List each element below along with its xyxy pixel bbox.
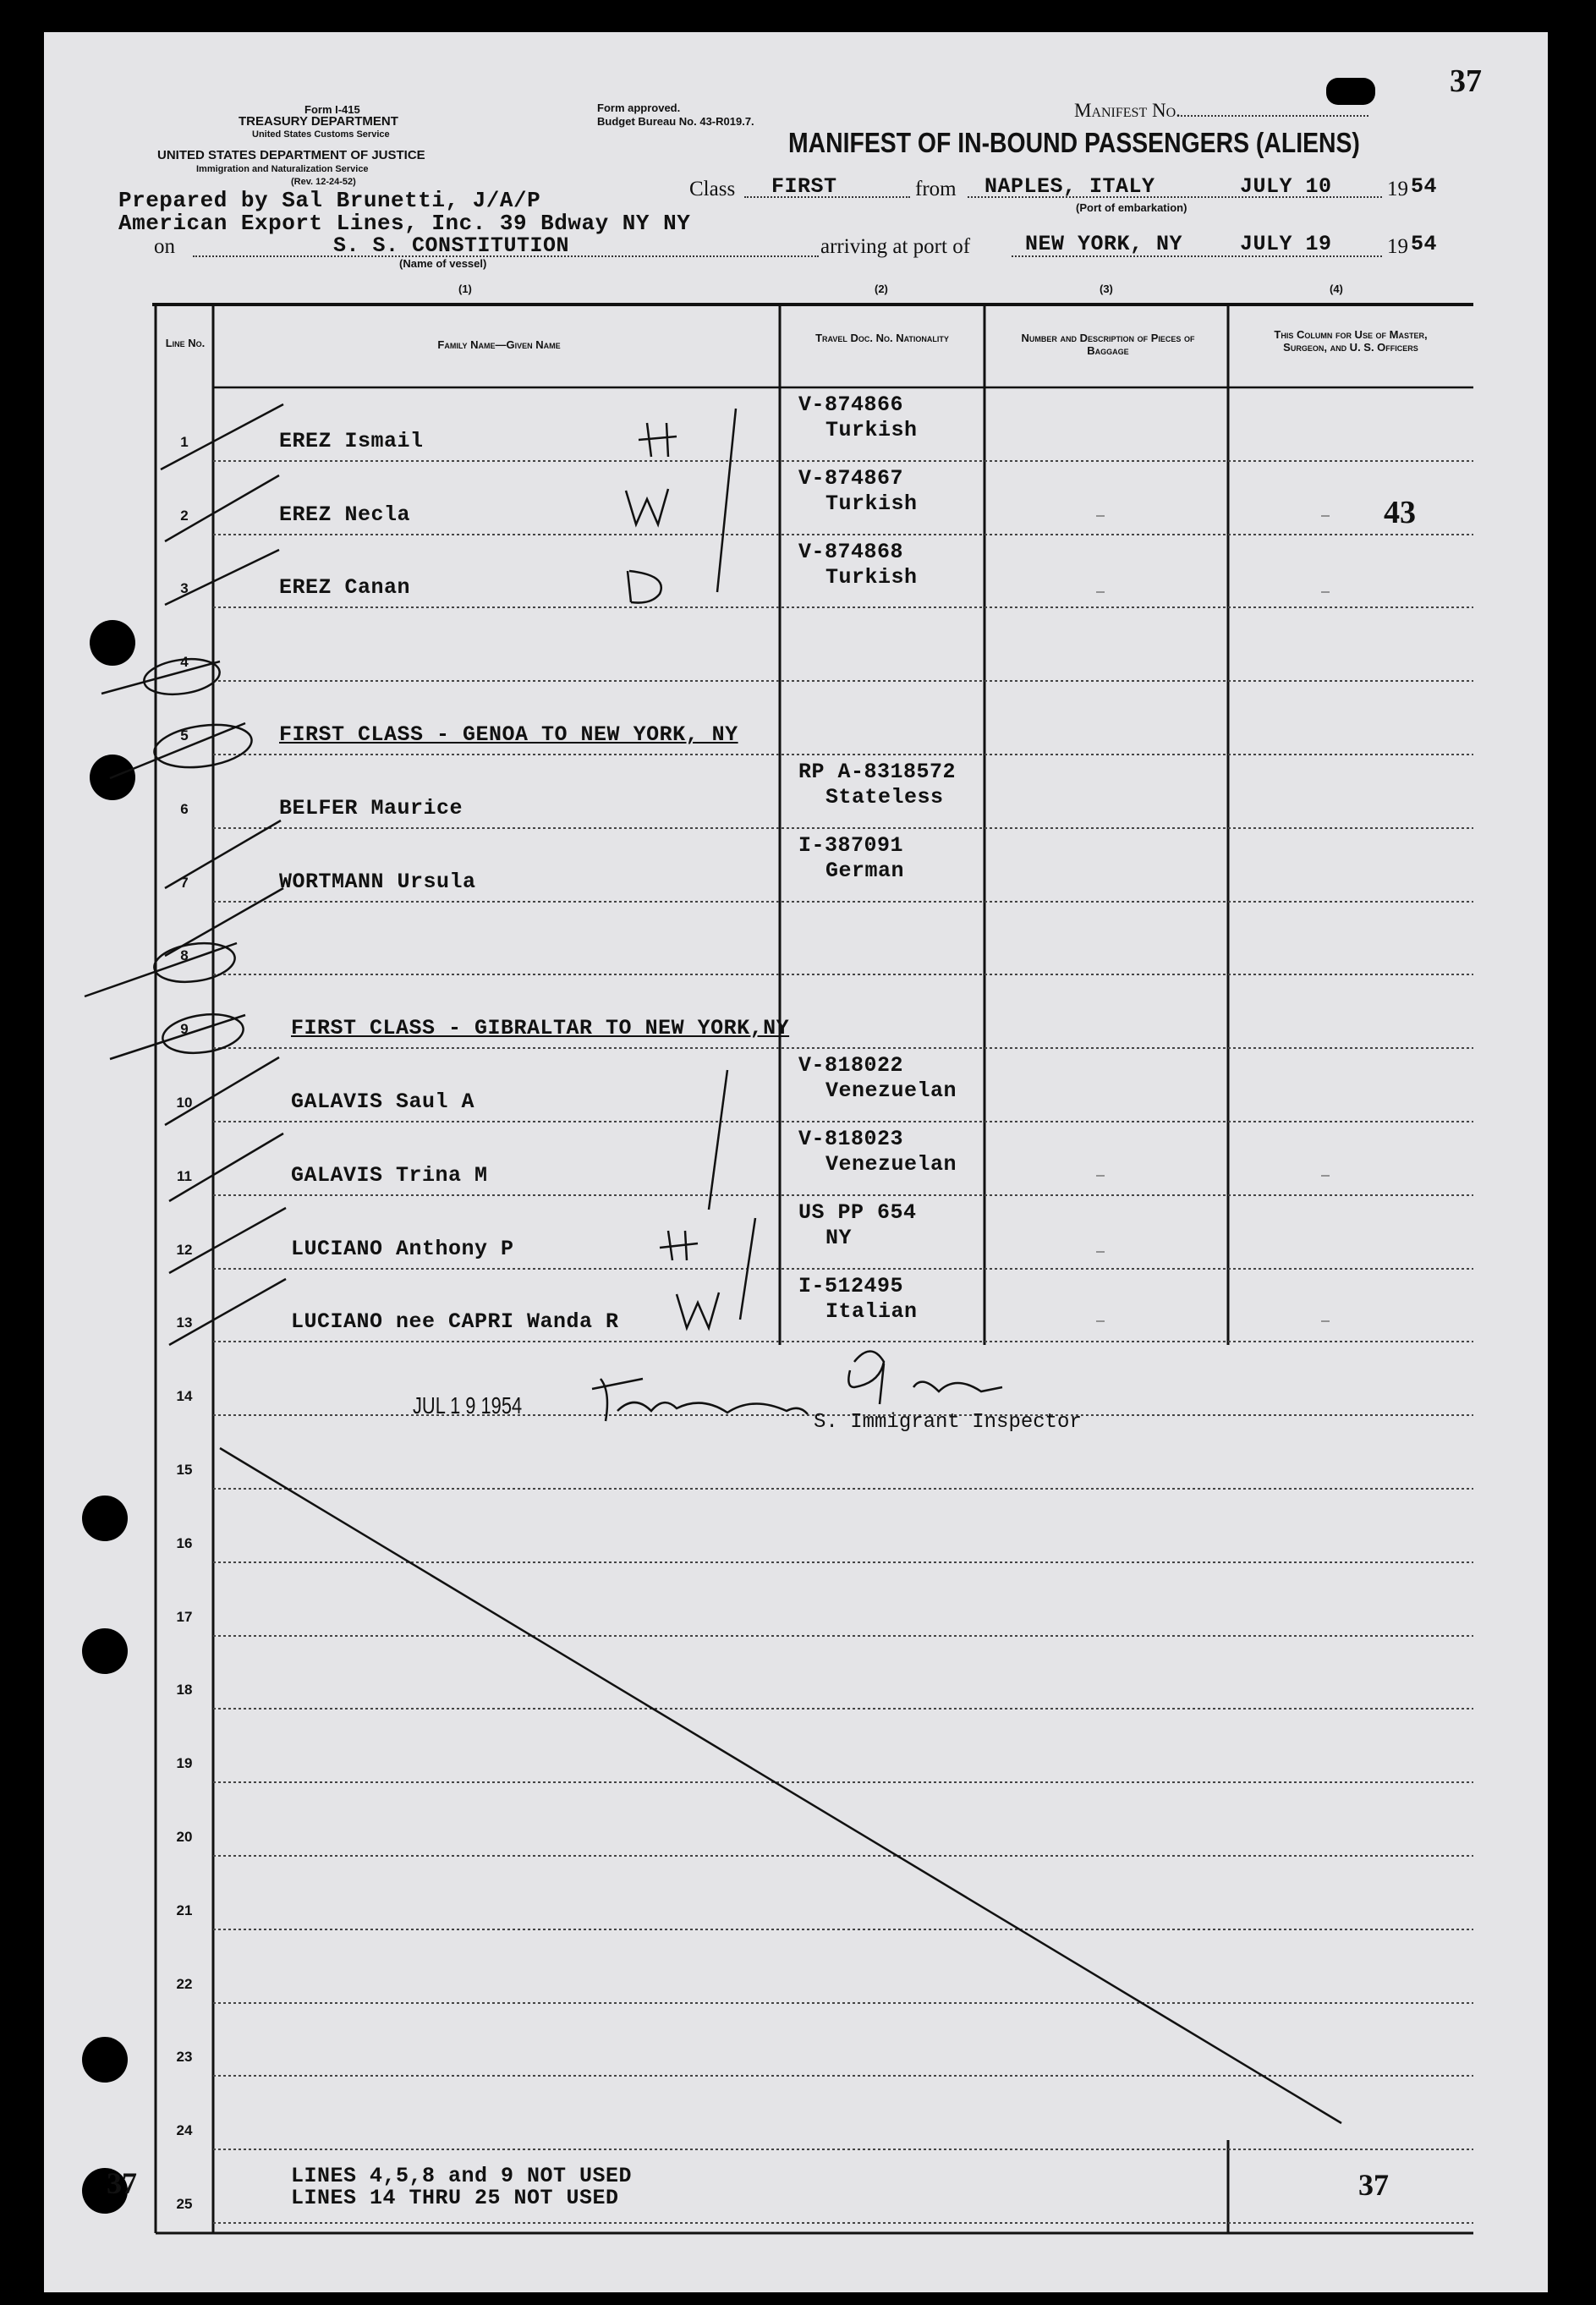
arrival-year-prefix: 19 (1387, 235, 1408, 258)
vessel-name: S. S. CONSTITUTION (333, 233, 570, 258)
column-number: (2) (875, 283, 888, 295)
line-number: 23 (176, 2049, 193, 2065)
line-number: 13 (176, 1314, 193, 1331)
footer-page-left: 37 (107, 2166, 137, 2200)
embark-year-prefix: 19 (1387, 178, 1408, 200)
revision: (Rev. 12-24-52) (291, 177, 356, 187)
line-number: 17 (176, 1609, 193, 1625)
nationality: Turkish (825, 418, 918, 442)
nationality: German (825, 859, 905, 883)
company-address: American Export Lines, Inc. 39 Bdway NY NY (118, 211, 691, 236)
embark-port: NAPLES, ITALY (984, 174, 1155, 199)
passenger-name: GALAVIS Trina M (291, 1163, 488, 1188)
time-note (846, 1357, 847, 1358)
port-embark-caption: (Port of embarkation) (1076, 201, 1187, 214)
from-label: from (915, 178, 957, 200)
inspector-signature (589, 1370, 593, 1371)
section-heading: FIRST CLASS - GIBRALTAR TO NEW YORK,NY (291, 1016, 790, 1040)
treasury-dept: TREASURY DEPARTMENT (239, 114, 398, 129)
line-number: 16 (176, 1535, 193, 1551)
page-number: 37 (1450, 63, 1482, 99)
line-number: 18 (176, 1682, 193, 1698)
line-number: 4 (180, 654, 189, 670)
line-number: 1 (180, 434, 189, 450)
line-number: 21 (176, 1902, 193, 1918)
line-number: 12 (176, 1242, 193, 1258)
line-number: 19 (176, 1755, 193, 1771)
nationality: Turkish (825, 491, 918, 516)
line-number: 11 (177, 1168, 192, 1184)
passenger-name: EREZ Necla (279, 502, 411, 527)
nationality: Turkish (825, 565, 918, 590)
handwritten-mark (643, 478, 644, 479)
header-line-no: Line No. (165, 337, 206, 349)
customs-service: United States Customs Service (252, 129, 390, 140)
line-number: 7 (180, 875, 189, 891)
embark-date: JULY 10 (1240, 174, 1332, 199)
justice-dept: UNITED STATES DEPARTMENT OF JUSTICE (157, 148, 425, 162)
travel-doc-number: V-818023 (798, 1127, 904, 1151)
manifest-title: MANIFEST OF IN-BOUND PASSENGERS (ALIENS) (788, 127, 1360, 158)
line-number: 24 (176, 2122, 193, 2138)
passenger-name: WORTMANN Ursula (279, 870, 476, 894)
travel-doc-number: V-874866 (798, 392, 904, 417)
form-approved: Form approved. (597, 102, 681, 114)
lines-not-used-2: LINES 14 THRU 25 NOT USED (291, 2186, 619, 2210)
travel-doc-number: I-387091 (798, 833, 904, 858)
inspection-date-stamp: JUL 1 9 1954 (413, 1392, 523, 1419)
line-number: 20 (176, 1829, 193, 1845)
class-value: FIRST (771, 174, 837, 199)
footer-page-right: 37 (1358, 2168, 1389, 2202)
handwritten-mark (643, 404, 644, 405)
line-number: 9 (180, 1021, 189, 1037)
passenger-name: BELFER Maurice (279, 796, 463, 820)
nationality: Venezuelan (825, 1152, 957, 1177)
on-label: on (154, 235, 175, 258)
passenger-name: EREZ Ismail (279, 429, 424, 453)
travel-doc-number: V-874868 (798, 540, 904, 564)
passenger-name: EREZ Canan (279, 575, 411, 600)
officer-number: 43 (1384, 495, 1416, 530)
arrival-date: JULY 19 (1240, 232, 1332, 256)
travel-doc-number: US PP 654 (798, 1200, 917, 1225)
vessel-caption: (Name of vessel) (399, 257, 487, 270)
line-number: 25 (176, 2196, 193, 2212)
section-heading: FIRST CLASS - GENOA TO NEW YORK, NY (279, 722, 738, 747)
travel-doc-number: RP A-8318572 (798, 760, 957, 784)
line-number: 2 (180, 508, 189, 524)
nationality: Italian (825, 1299, 918, 1324)
nationality: NY (825, 1226, 853, 1250)
column-number: (4) (1330, 283, 1343, 295)
line-number: 10 (176, 1095, 193, 1111)
line-number: 5 (180, 727, 189, 744)
line-number: 22 (176, 1976, 193, 1992)
header-travel-doc: Travel Doc. No. Nationality (815, 332, 949, 344)
arriving-label: arriving at port of (820, 235, 971, 258)
class-label: Class (689, 178, 736, 200)
column-number: (3) (1100, 283, 1113, 295)
header-name: Family Name—Given Name (437, 338, 561, 351)
form-number: Form I-415 (304, 103, 360, 116)
arrival-year: 54 (1411, 232, 1438, 256)
line-number: 3 (180, 580, 189, 596)
nationality: Venezuelan (825, 1078, 957, 1103)
nationality: Stateless (825, 785, 944, 809)
ins-service: Immigration and Naturalization Service (196, 164, 369, 174)
passenger-name: GALAVIS Saul A (291, 1089, 475, 1114)
line-number: 8 (180, 947, 189, 963)
column-number: (1) (458, 283, 472, 295)
line-number: 15 (176, 1462, 193, 1478)
embark-year: 54 (1411, 174, 1438, 199)
manifest-no-label: Manifest No. (1074, 98, 1368, 122)
prepared-by: Prepared by Sal Brunetti, J/A/P (118, 188, 541, 213)
lines-not-used-1: LINES 4,5,8 and 9 NOT USED (291, 2164, 633, 2188)
passenger-name: LUCIANO nee CAPRI Wanda R (291, 1309, 619, 1334)
budget-bureau: Budget Bureau No. 43-R019.7. (597, 115, 754, 128)
handwritten-mark (643, 1286, 644, 1287)
travel-doc-number: I-512495 (798, 1274, 904, 1298)
inspector-title: S. Immigrant Inspector (814, 1411, 1082, 1434)
travel-doc-number: V-818022 (798, 1053, 904, 1078)
travel-doc-number: V-874867 (798, 466, 904, 491)
header-baggage: Number and Description of Pieces of Baggage (1021, 332, 1195, 357)
header-officers: This Column for Use of Master, Surgeon, and U. S. Officers (1274, 328, 1428, 354)
arrival-port: NEW YORK, NY (1025, 232, 1183, 256)
handwritten-mark (643, 1212, 644, 1213)
line-number: 14 (176, 1388, 193, 1404)
line-number: 6 (180, 801, 189, 817)
passenger-name: LUCIANO Anthony P (291, 1237, 514, 1261)
